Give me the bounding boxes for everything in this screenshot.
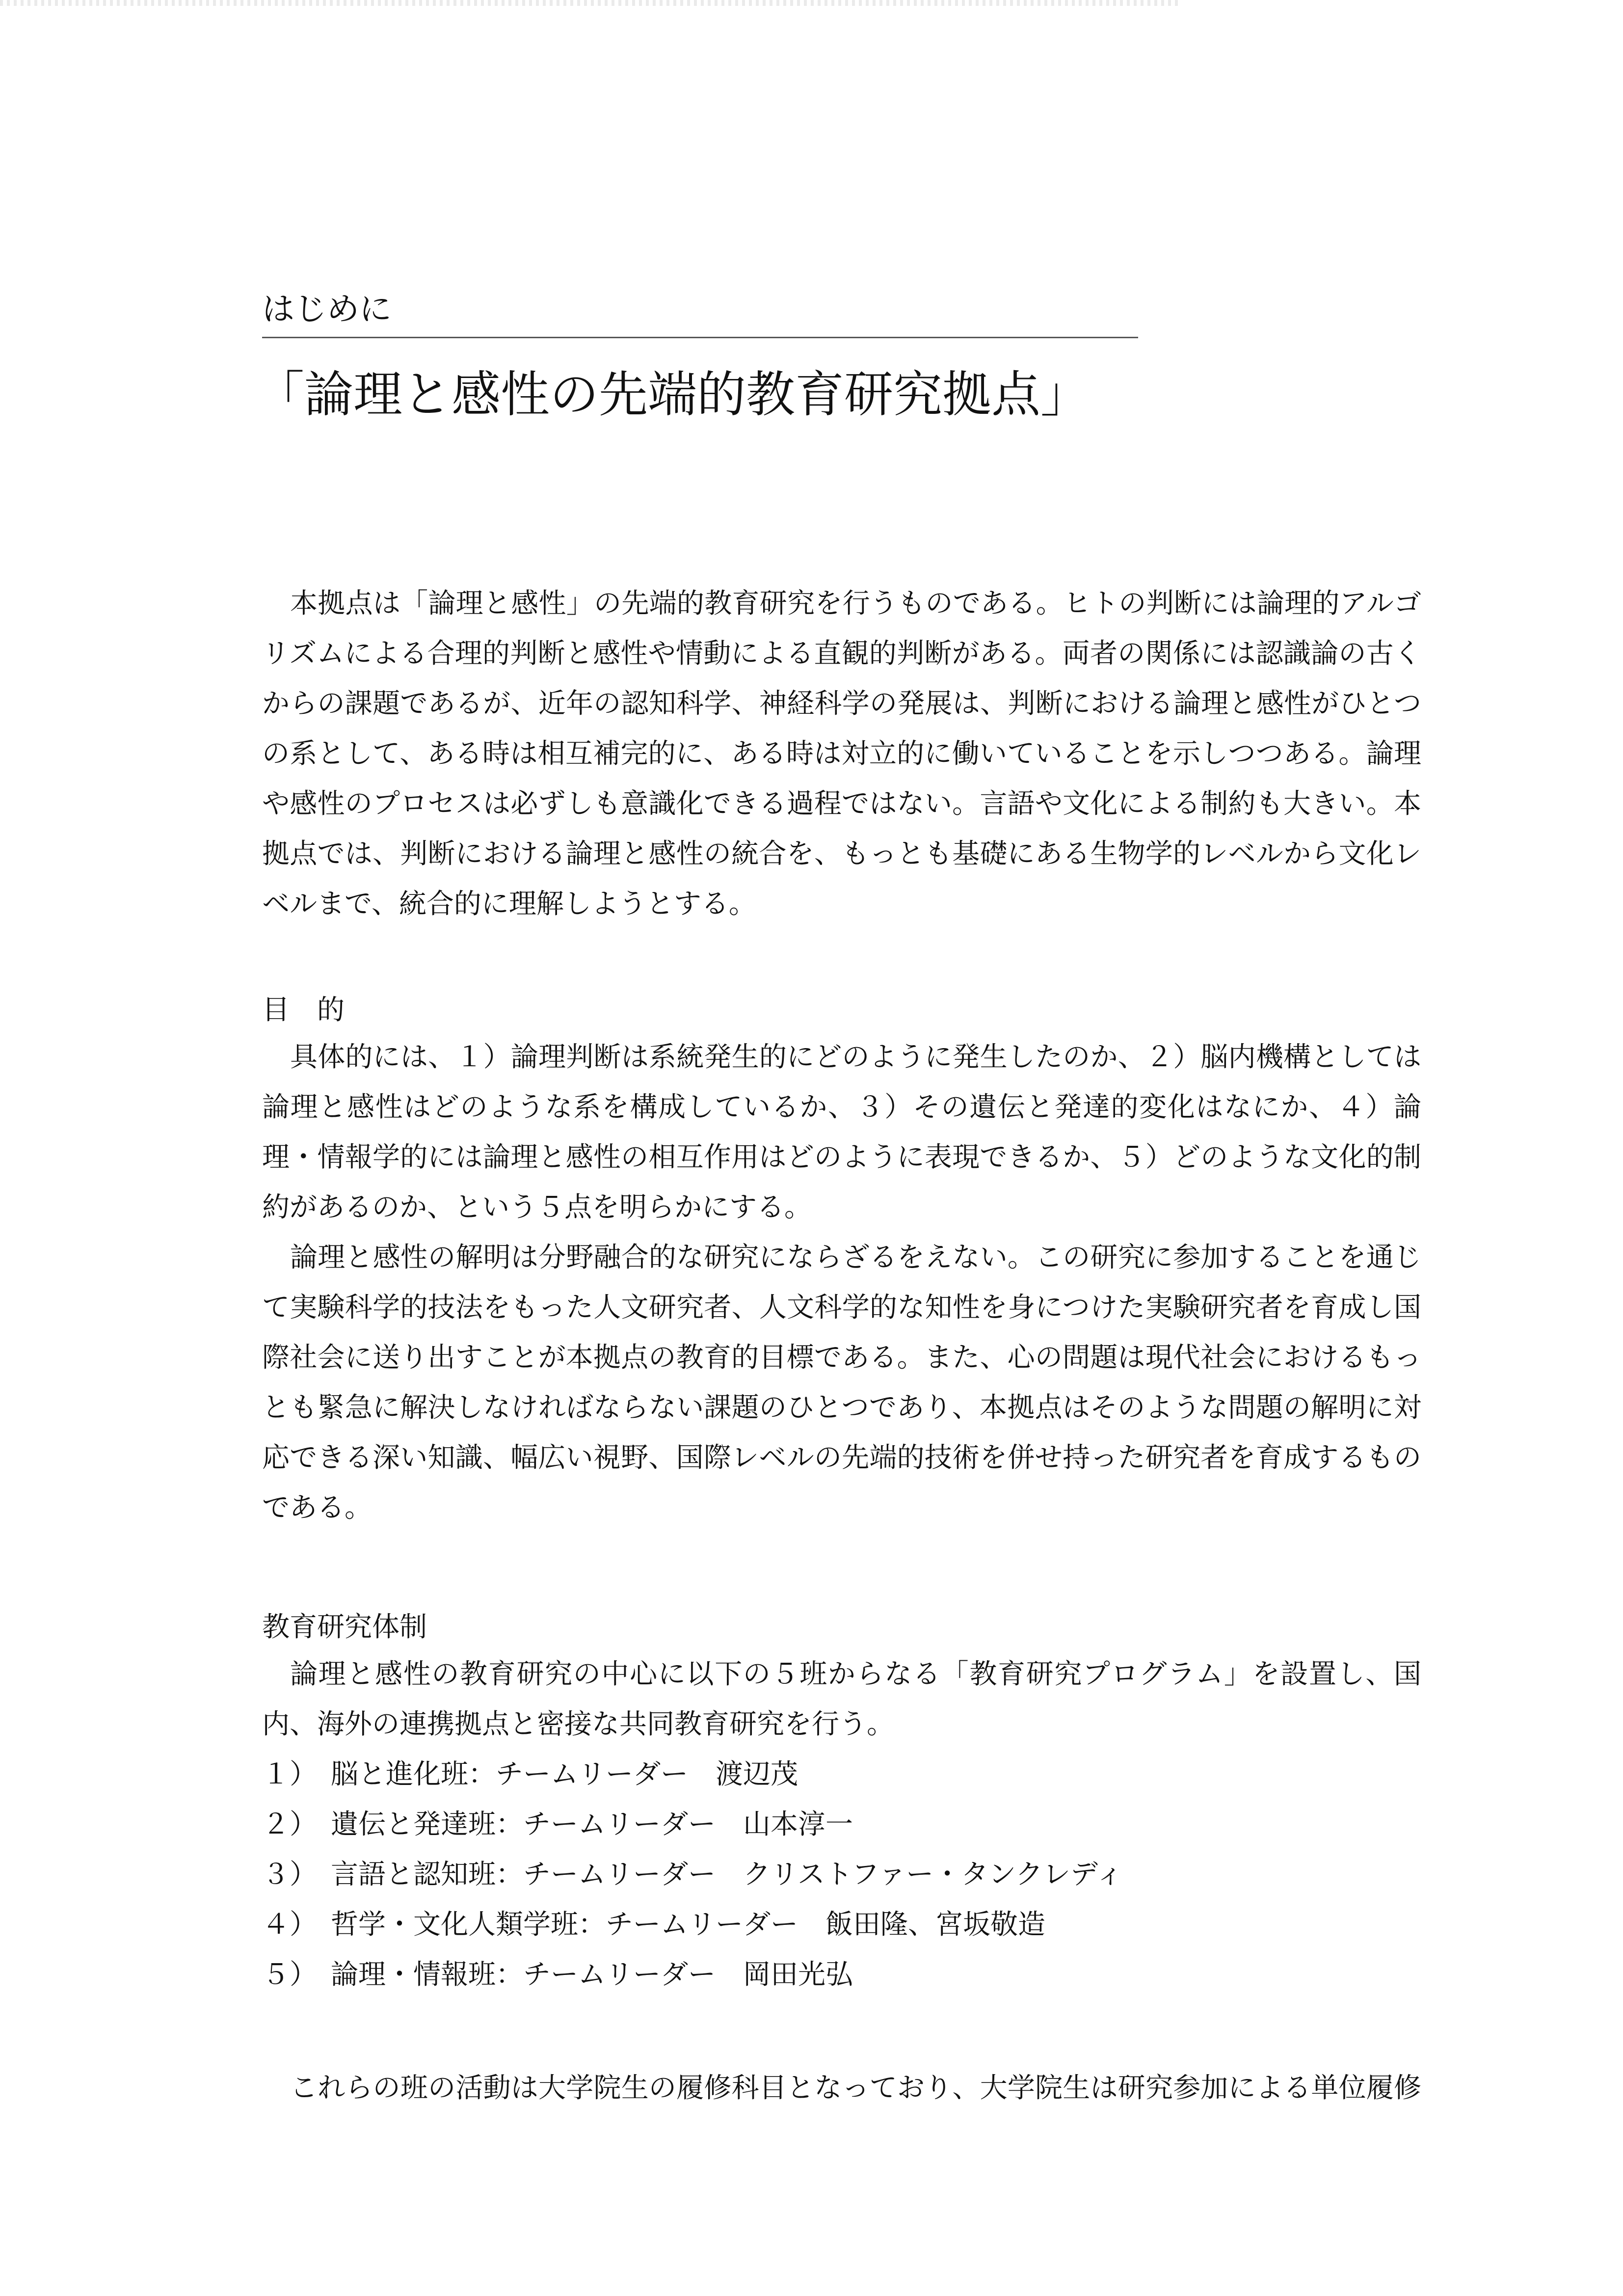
system-heading: 教育研究体制 xyxy=(262,1611,427,1643)
text-line: 約があるのか、という５点を明らかにする。 xyxy=(262,1191,812,1223)
section-label: はじめに xyxy=(262,290,392,328)
text-line: 応できる深い知識、幅広い視野、国際レベルの先端的技術を併せ持った研究者を育成するもの xyxy=(262,1442,1421,1474)
text-line: 理・情報学的には論理と感性の相互作用はどのように表現できるか、５）どのような文化的制 xyxy=(262,1141,1421,1173)
text-line: 論理と感性の教育研究の中心に以下の５班からなる「教育研究プログラム」を設置し、国 xyxy=(290,1658,1421,1690)
text-line: ベルまで、統合的に理解しようとする。 xyxy=(262,888,756,920)
system-paragraph xyxy=(262,1649,1421,2000)
text-line: である。 xyxy=(262,1492,372,1524)
text-line: 内、海外の連携拠点と密接な共同教育研究を行う。 xyxy=(262,1708,894,1740)
text-line: 具体的には、１）論理判断は系統発生的にどのように発生したのか、２）脳内機構としては xyxy=(290,1041,1421,1073)
purpose-heading: 目 的 xyxy=(262,994,345,1026)
team-item: ３） 言語と認知班：チームリーダー クリストファー・タンクレディ xyxy=(262,1859,1123,1891)
text-line: 論理と感性はどのような系を構成しているか、３）その遺伝と発達的変化はなにか、４）論 xyxy=(262,1091,1421,1123)
text-line: 拠点では、判断における論理と感性の統合を、もっとも基礎にある生物学的レベルから文化レ xyxy=(262,838,1421,870)
text-line: リズムによる合理的判断と感性や情動による直観的判断がある。両者の関係には認識論の古く xyxy=(262,638,1421,670)
text-line: これらの班の活動は大学院生の履修科目となっており、大学院生は研究参加による単位履修 xyxy=(290,2072,1421,2104)
scan-noise-strip xyxy=(0,0,1178,6)
intro-paragraph xyxy=(262,579,1421,929)
purpose-paragraphs xyxy=(262,1032,1421,1533)
text-line: 際社会に送り出すことが本拠点の教育的目標である。また、心の問題は現代社会におけるもっ xyxy=(262,1342,1421,1374)
team-item: ２） 遺伝と発達班：チームリーダー 山本淳一 xyxy=(262,1809,853,1840)
text-line: て実験科学的技法をもった人文研究者、人文科学的な知性を身につけた実験研究者を育成し国 xyxy=(262,1292,1421,1324)
team-item: ５） 論理・情報班：チームリーダー 岡田光弘 xyxy=(262,1959,853,1991)
text-line: とも緊急に解決しなければならない課題のひとつであり、本拠点はそのような問題の解明に対 xyxy=(262,1392,1421,1424)
team-item: １） 脳と進化班：チームリーダー 渡辺茂 xyxy=(262,1758,798,1790)
text-line: 本拠点は「論理と感性」の先端的教育研究を行うものである。ヒトの判断には論理的アルゴ xyxy=(290,588,1421,620)
text-line: の系として、ある時は相互補完的に、ある時は対立的に働いていることを示しつつある。論理 xyxy=(262,738,1421,770)
header-rule xyxy=(262,337,1138,338)
text-line: 論理と感性の解明は分野融合的な研究にならざるをえない。この研究に参加することを通じ xyxy=(290,1242,1421,1273)
text-line: や感性のプロセスは必ずしも意識化できる過程ではない。言語や文化による制約も大きい。本 xyxy=(262,788,1421,820)
team-item: ４） 哲学・文化人類学班：チームリーダー 飯田隆、宮坂敬造 xyxy=(262,1909,1045,1941)
text-line: からの課題であるが、近年の認知科学、神経科学の発展は、判断における論理と感性がひとつ xyxy=(262,688,1421,720)
closing-paragraph xyxy=(262,2063,1421,2113)
page-title: 「論理と感性の先端的教育研究拠点」 xyxy=(255,366,1090,423)
